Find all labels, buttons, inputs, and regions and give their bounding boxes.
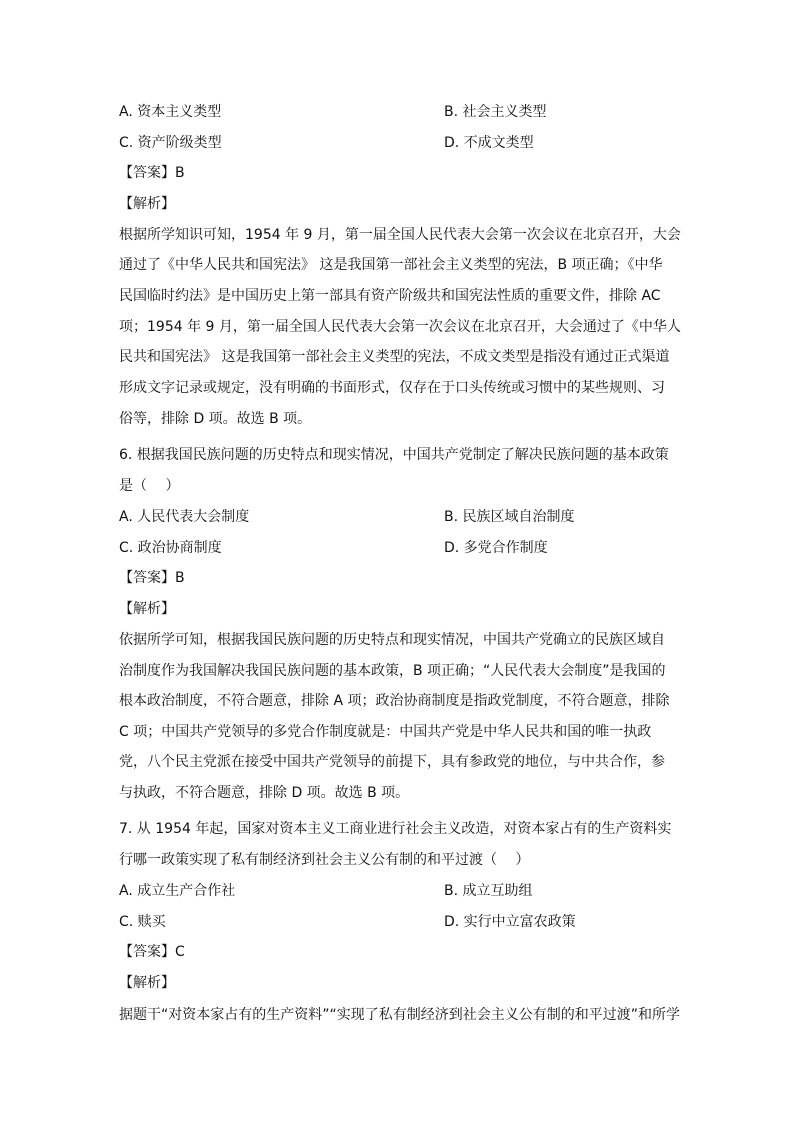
q5-analysis-line: 形成文字记录或规定，没有明确的书面形式，仅存在于口头传统或习惯中的某些规则、习 bbox=[119, 380, 665, 396]
q6-option-c: C. 政治协商制度 bbox=[119, 540, 222, 556]
q5-option-d: D. 不成文类型 bbox=[444, 135, 534, 151]
q6-analysis-line: 治制度作为我国解决我国民族问题的基本政策，B 项正确；“人民代表大会制度”是我国的 bbox=[119, 663, 666, 679]
q7-stem-line: 7. 从 1954 年起，国家对资本主义工商业进行社会主义改造，对资本家占有的生产资料实 bbox=[119, 821, 672, 837]
q5-analysis-line: 根据所学知识可知，1954 年 9 月，第一届全国人民代表大会第一次会议在北京召开，大会 bbox=[119, 227, 681, 243]
q7-option-a: A. 成立生产合作社 bbox=[119, 883, 236, 899]
q6-analysis-line: 党，八个民主党派在接受中国共产党领导的前提下，具有参政党的地位，与中共合作，参 bbox=[119, 754, 665, 770]
q7-option-b: B. 成立互助组 bbox=[444, 883, 533, 899]
q5-analysis-line: 通过了《中华人民共和国宪法》 这是我国第一部社会主义类型的宪法，B 项正确；《中华 bbox=[119, 257, 663, 273]
q6-analysis-line: 依据所学可知，根据我国民族问题的历史特点和现实情况，中国共产党确立的民族区域自 bbox=[119, 632, 665, 648]
q6-analysis-line: 与执政，不符合题意，排除 D 项。故选 B 项。 bbox=[119, 785, 410, 801]
q5-analysis-label: 【解析】 bbox=[119, 196, 175, 212]
q6-analysis-line: C 项；中国共产党领导的多党合作制度就是：中国共产党是中华人民共和国的唯一执政 bbox=[119, 724, 652, 740]
q6-analysis-label: 【解析】 bbox=[119, 601, 175, 617]
q7-stem-line: 行哪一政策实现了私有制经济到社会主义公有制的和平过渡（ ） bbox=[119, 852, 530, 868]
q5-answer: 【答案】B bbox=[119, 165, 185, 181]
q6-option-b: B. 民族区域自治制度 bbox=[444, 509, 575, 525]
q5-analysis-line: 俗等，排除 D 项。故选 B 项。 bbox=[119, 411, 312, 427]
q7-option-c: C. 赎买 bbox=[119, 914, 166, 930]
q6-option-a: A. 人民代表大会制度 bbox=[119, 509, 250, 525]
q7-answer: 【答案】C bbox=[119, 944, 185, 960]
q5-analysis-line: 项；1954 年 9 月，第一届全国人民代表大会第一次会议在北京召开，大会通过了《中华人 bbox=[119, 319, 681, 335]
q6-stem-line: 是（ ） bbox=[119, 478, 180, 494]
q6-option-d: D. 多党合作制度 bbox=[444, 540, 548, 556]
q5-option-a: A. 资本主义类型 bbox=[119, 104, 222, 120]
q5-analysis-line: 民国临时约法》是中国历史上第一部具有资产阶级共和国宪法性质的重要文件，排除 AC bbox=[119, 288, 661, 304]
q5-option-b: B. 社会主义类型 bbox=[444, 104, 547, 120]
q5-analysis-line: 民共和国宪法》 这是我国第一部社会主义类型的宪法，不成文类型是指没有通过正式渠道 bbox=[119, 349, 670, 365]
q7-option-d: D. 实行中立富农政策 bbox=[444, 914, 576, 930]
q6-answer: 【答案】B bbox=[119, 570, 185, 586]
q7-analysis-line: 据题干“对资本家占有的生产资料”“实现了私有制经济到社会主义公有制的和平过渡”和所学 bbox=[119, 1007, 681, 1023]
q7-analysis-label: 【解析】 bbox=[119, 975, 175, 991]
q6-stem-line: 6. 根据我国民族问题的历史特点和现实情况，中国共产党制定了解决民族问题的基本政策 bbox=[119, 447, 669, 463]
q5-option-c: C. 资产阶级类型 bbox=[119, 135, 222, 151]
q6-analysis-line: 根本政治制度，不符合题意，排除 A 项；政治协商制度是指政党制度，不符合题意，排除 bbox=[119, 693, 670, 709]
